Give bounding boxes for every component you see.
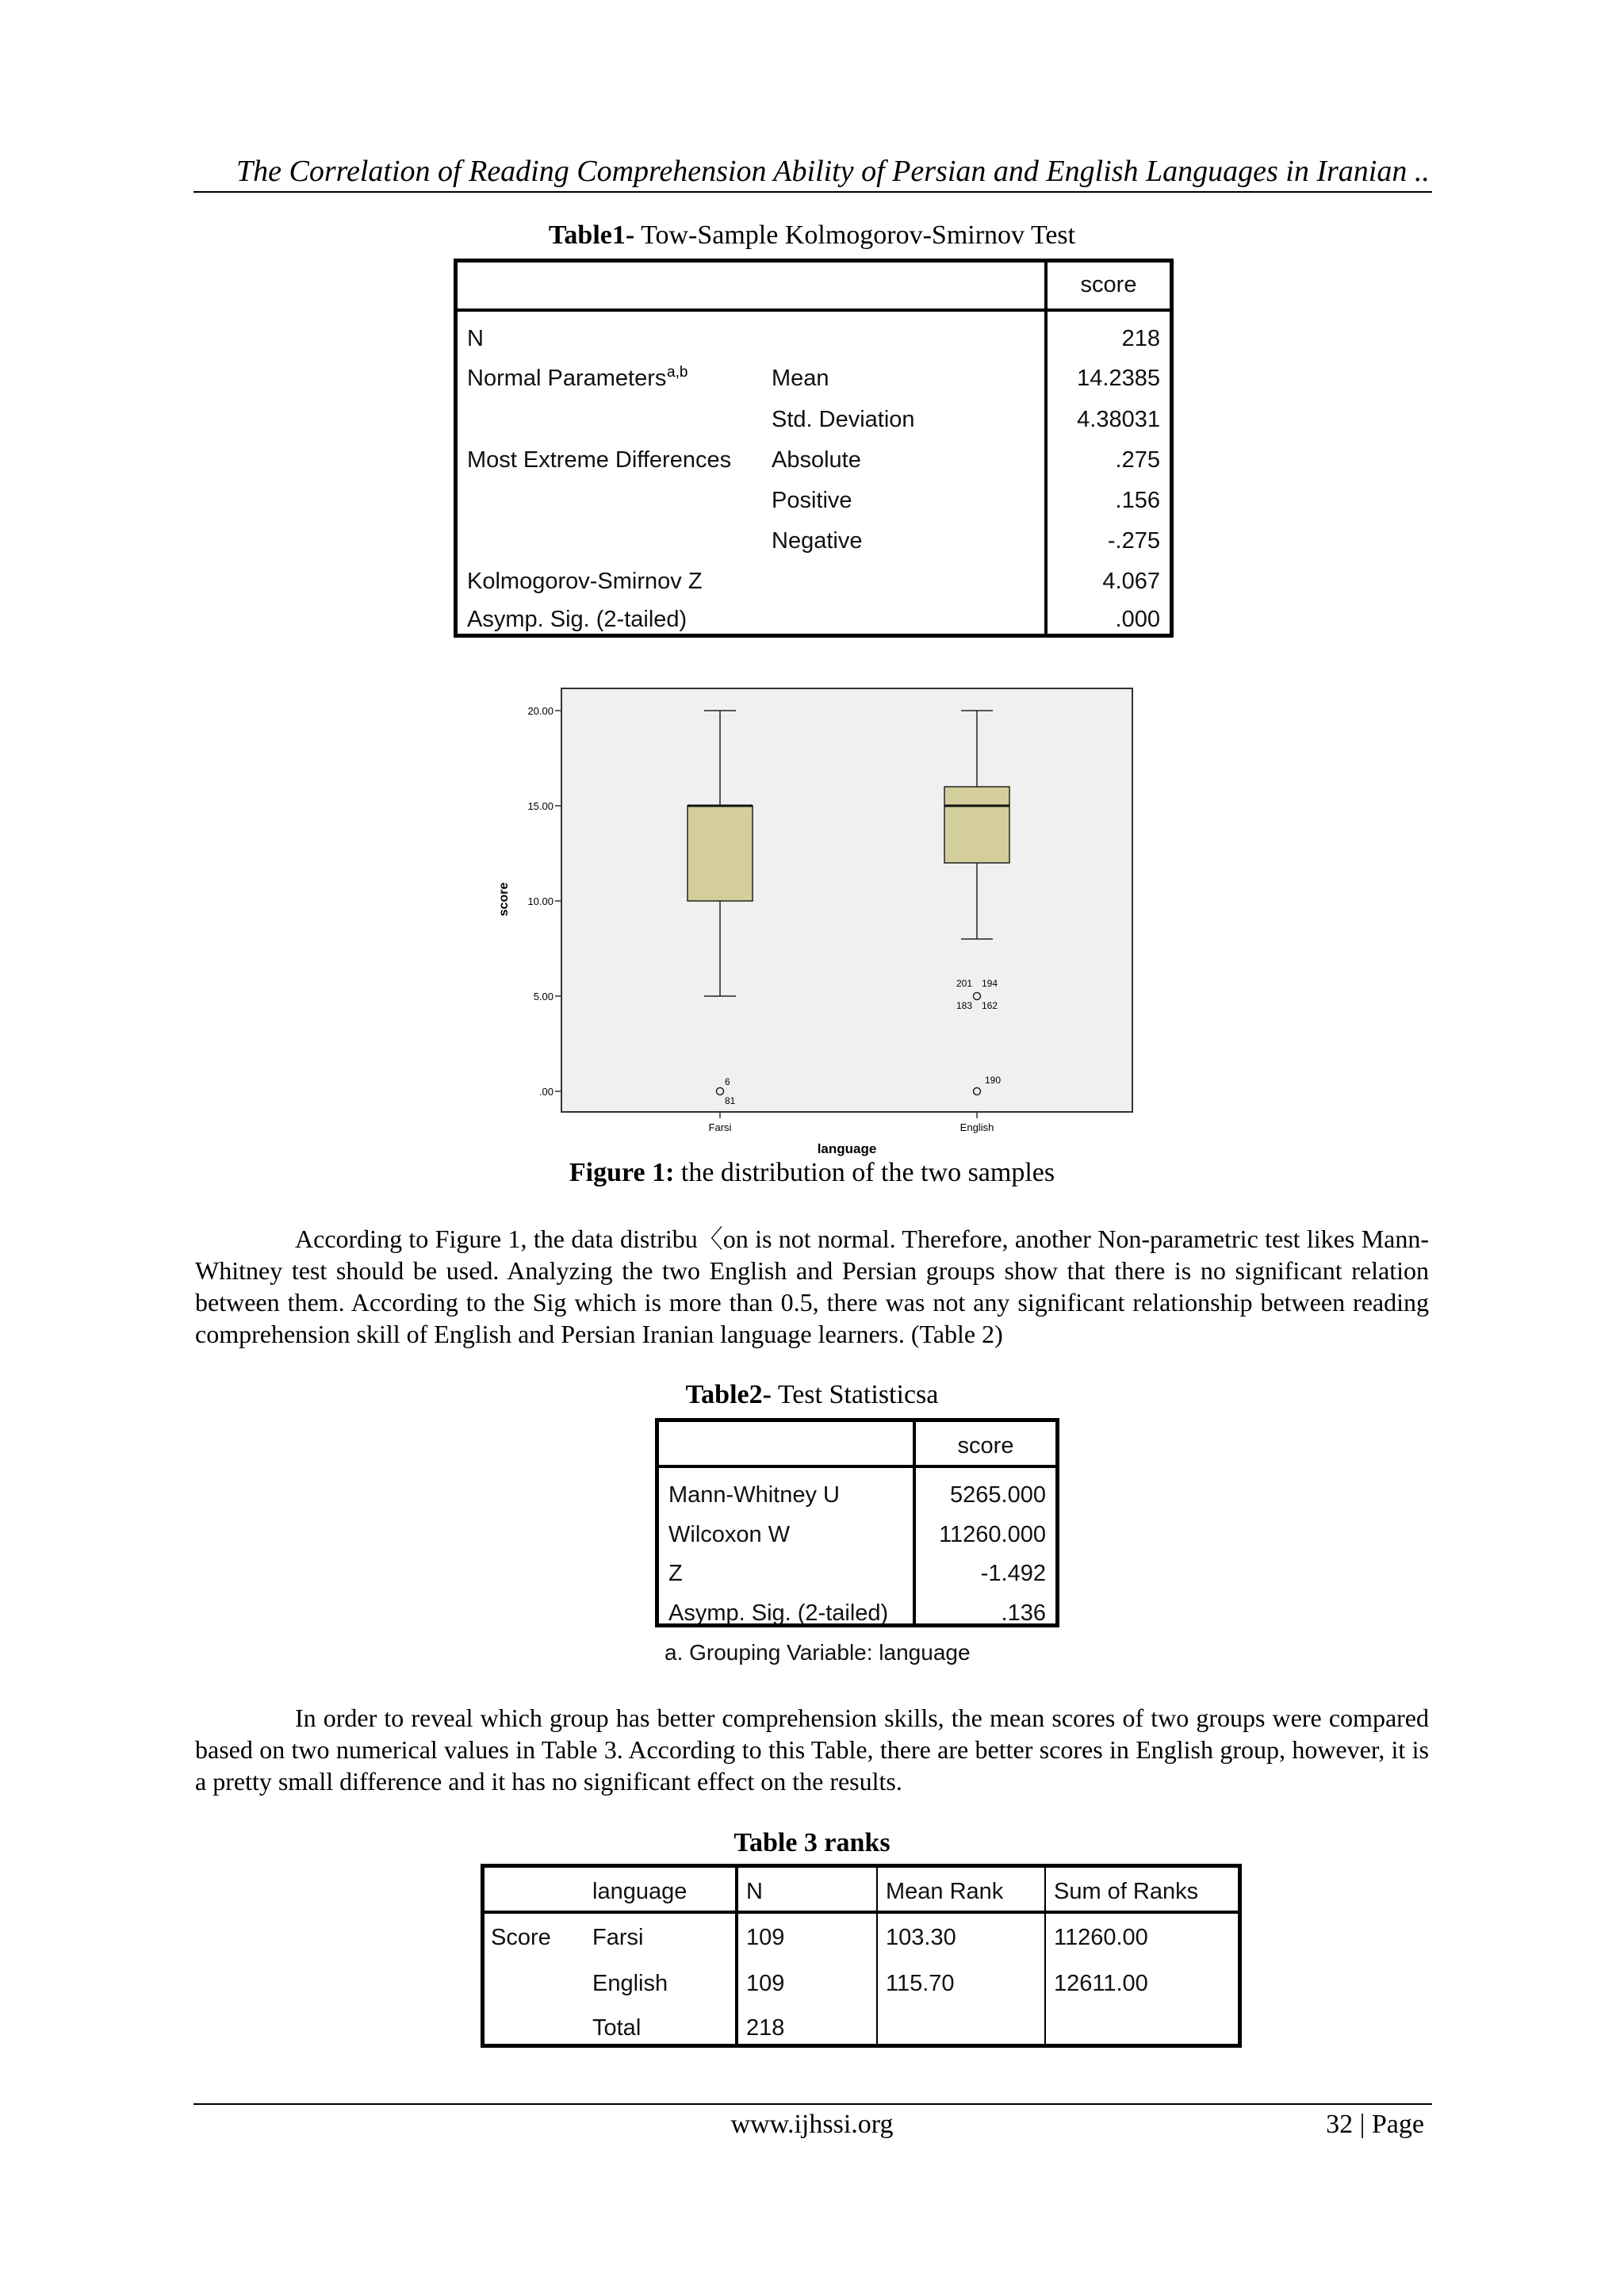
table1-row-value: -.275 — [1107, 528, 1160, 554]
table2 — [655, 1418, 1059, 1627]
table1-row-value: .156 — [1115, 488, 1160, 513]
table2-row-label: Asymp. Sig. (2-tailed) — [668, 1600, 889, 1626]
x-tick-label: English — [959, 1121, 994, 1133]
table3-header-cell: Sum of Ranks — [1054, 1879, 1199, 1904]
x-ticks — [709, 1112, 994, 1133]
table1-row-sublabel: Positive — [772, 488, 852, 513]
paragraph-1: According to Figure 1, the data distribu〈on is not normal. Therefore, another Non-parametric test likes Mann-Whitney test should be used. Analyzing the two English and Persian groups show that there is no significant relation between them. According to the Sig which is more than 0.5, there was not any significant relationship between reading comprehension skill of English and Persian Iranian language learners. (Table 2) — [195, 1225, 1429, 1348]
table3-cell: 115.70 — [886, 1971, 955, 1996]
table2-row-value: 11260.000 — [939, 1522, 1046, 1547]
table2-row-label: Wilcoxon W — [668, 1522, 791, 1547]
table3-cell: 109 — [746, 1925, 785, 1950]
footer-url[interactable]: www.ijhssi.org — [730, 2110, 894, 2139]
figure1-caption-bold: Figure 1: — [569, 1158, 675, 1187]
table1-header-score: score — [1080, 272, 1137, 297]
plot-area — [561, 688, 1132, 1112]
table3 — [481, 1864, 1242, 2048]
table3-cell: Score — [491, 1925, 551, 1950]
outlier-label: 194 — [982, 978, 998, 989]
figure1-caption — [0, 1158, 1624, 1188]
table2-row-value: 5265.000 — [950, 1482, 1046, 1508]
figure1-caption-text: the distribution of the two samples — [674, 1158, 1055, 1187]
table3-cell: Total — [592, 2015, 642, 2041]
table2-caption — [0, 1380, 1624, 1410]
table1-row-label: Asymp. Sig. (2-tailed) — [467, 607, 688, 632]
table3-caption: Table 3 ranks — [733, 1828, 891, 1857]
table3-header-cell: N — [746, 1879, 763, 1904]
table2-row-label: Z — [668, 1561, 683, 1586]
table2-footnote: a. Grouping Variable: language — [665, 1640, 971, 1665]
x-axis-label: language — [817, 1141, 877, 1156]
table1-row-sublabel: Absolute — [772, 447, 861, 473]
table1 — [454, 259, 1174, 638]
table1-row-value: 4.38031 — [1077, 407, 1160, 432]
table1-row-sublabel: Std. Deviation — [772, 407, 915, 432]
table3-divider-1 — [735, 1868, 738, 2044]
y-tick-label: .00 — [538, 1086, 553, 1098]
table2-row-value: .136 — [1001, 1600, 1046, 1626]
box-iqr — [944, 787, 1009, 863]
paragraph-2: In order to reveal which group has better comprehension skills, the mean scores of two groups were compared based on two numerical values in Table 3. According to this Table, there are better scores in English group, however, it is a pretty small difference and it has no significant effect on the results. — [195, 1704, 1429, 1796]
table1-header-rule — [458, 309, 1170, 312]
table3-header-rule — [485, 1911, 1238, 1914]
outlier-label: 81 — [725, 1095, 736, 1106]
table1-caption-bold: Table1- — [548, 220, 635, 250]
x-tick-label: Farsi — [708, 1121, 732, 1133]
table1-row-label: N — [467, 326, 484, 351]
table1-row-label: Normal Parameters — [467, 366, 667, 391]
footer-page-number: 32 | Page — [1326, 2110, 1424, 2139]
y-axis-label: score — [497, 882, 511, 917]
table1-row-label-sup: a,b — [667, 364, 688, 381]
table3-header-cell: Mean Rank — [886, 1879, 1004, 1904]
y-tick-label: 15.00 — [527, 800, 553, 812]
table3-cell: English — [592, 1971, 668, 1996]
header-rule — [193, 191, 1432, 193]
table1-row-value: 4.067 — [1102, 569, 1160, 594]
y-ticks — [527, 705, 561, 1098]
footer-rule — [193, 2103, 1432, 2105]
table1-row-sublabel: Negative — [772, 528, 863, 554]
table1-caption-text: Tow-Sample Kolmogorov-Smirnov Test — [634, 220, 1076, 250]
box-iqr — [688, 806, 753, 901]
table3-cell: 103.30 — [886, 1925, 956, 1950]
table2-header-rule — [659, 1465, 1055, 1468]
running-head: The Correlation of Reading Comprehension Ability of Persian and English Languages in Iranian .. — [236, 155, 1430, 188]
y-tick-label: 10.00 — [527, 895, 553, 907]
outlier-label: 162 — [982, 1000, 998, 1011]
outlier-label: 201 — [956, 978, 972, 989]
table1-row-label: Kolmogorov-Smirnov Z — [467, 569, 703, 594]
y-tick-label: 5.00 — [533, 991, 553, 1002]
table1-row-value: 218 — [1121, 326, 1160, 351]
boxplot-chart — [492, 684, 1142, 1159]
table2-caption-text: Test Statisticsa — [771, 1380, 939, 1409]
table3-divider-3 — [1044, 1868, 1046, 2044]
table3-header-cell: language — [592, 1879, 688, 1904]
table2-row-label: Mann-Whitney U — [668, 1482, 840, 1508]
outlier-label: 190 — [985, 1075, 1002, 1086]
table1-row-value: .275 — [1115, 447, 1160, 473]
table3-cell: 218 — [746, 2015, 785, 2041]
table1-caption — [0, 220, 1624, 251]
table3-cell: 109 — [746, 1971, 785, 1996]
table3-cell: 11260.00 — [1054, 1925, 1148, 1950]
table2-row-value: -1.492 — [980, 1561, 1046, 1586]
y-tick-label: 20.00 — [527, 705, 553, 717]
outlier-label: 183 — [956, 1000, 972, 1011]
table1-row-value: .000 — [1115, 607, 1160, 632]
table3-divider-2 — [876, 1868, 878, 2044]
table1-row-label: Most Extreme Differences — [467, 447, 732, 473]
table3-cell: Farsi — [592, 1925, 644, 1950]
table2-header-score: score — [957, 1433, 1014, 1458]
table3-cell: 12611.00 — [1054, 1971, 1148, 1996]
outlier-label: 6 — [725, 1076, 730, 1087]
table1-row-value: 14.2385 — [1077, 366, 1160, 391]
table1-row-sublabel: Mean — [772, 366, 829, 391]
table2-caption-bold: Table2- — [685, 1380, 772, 1409]
